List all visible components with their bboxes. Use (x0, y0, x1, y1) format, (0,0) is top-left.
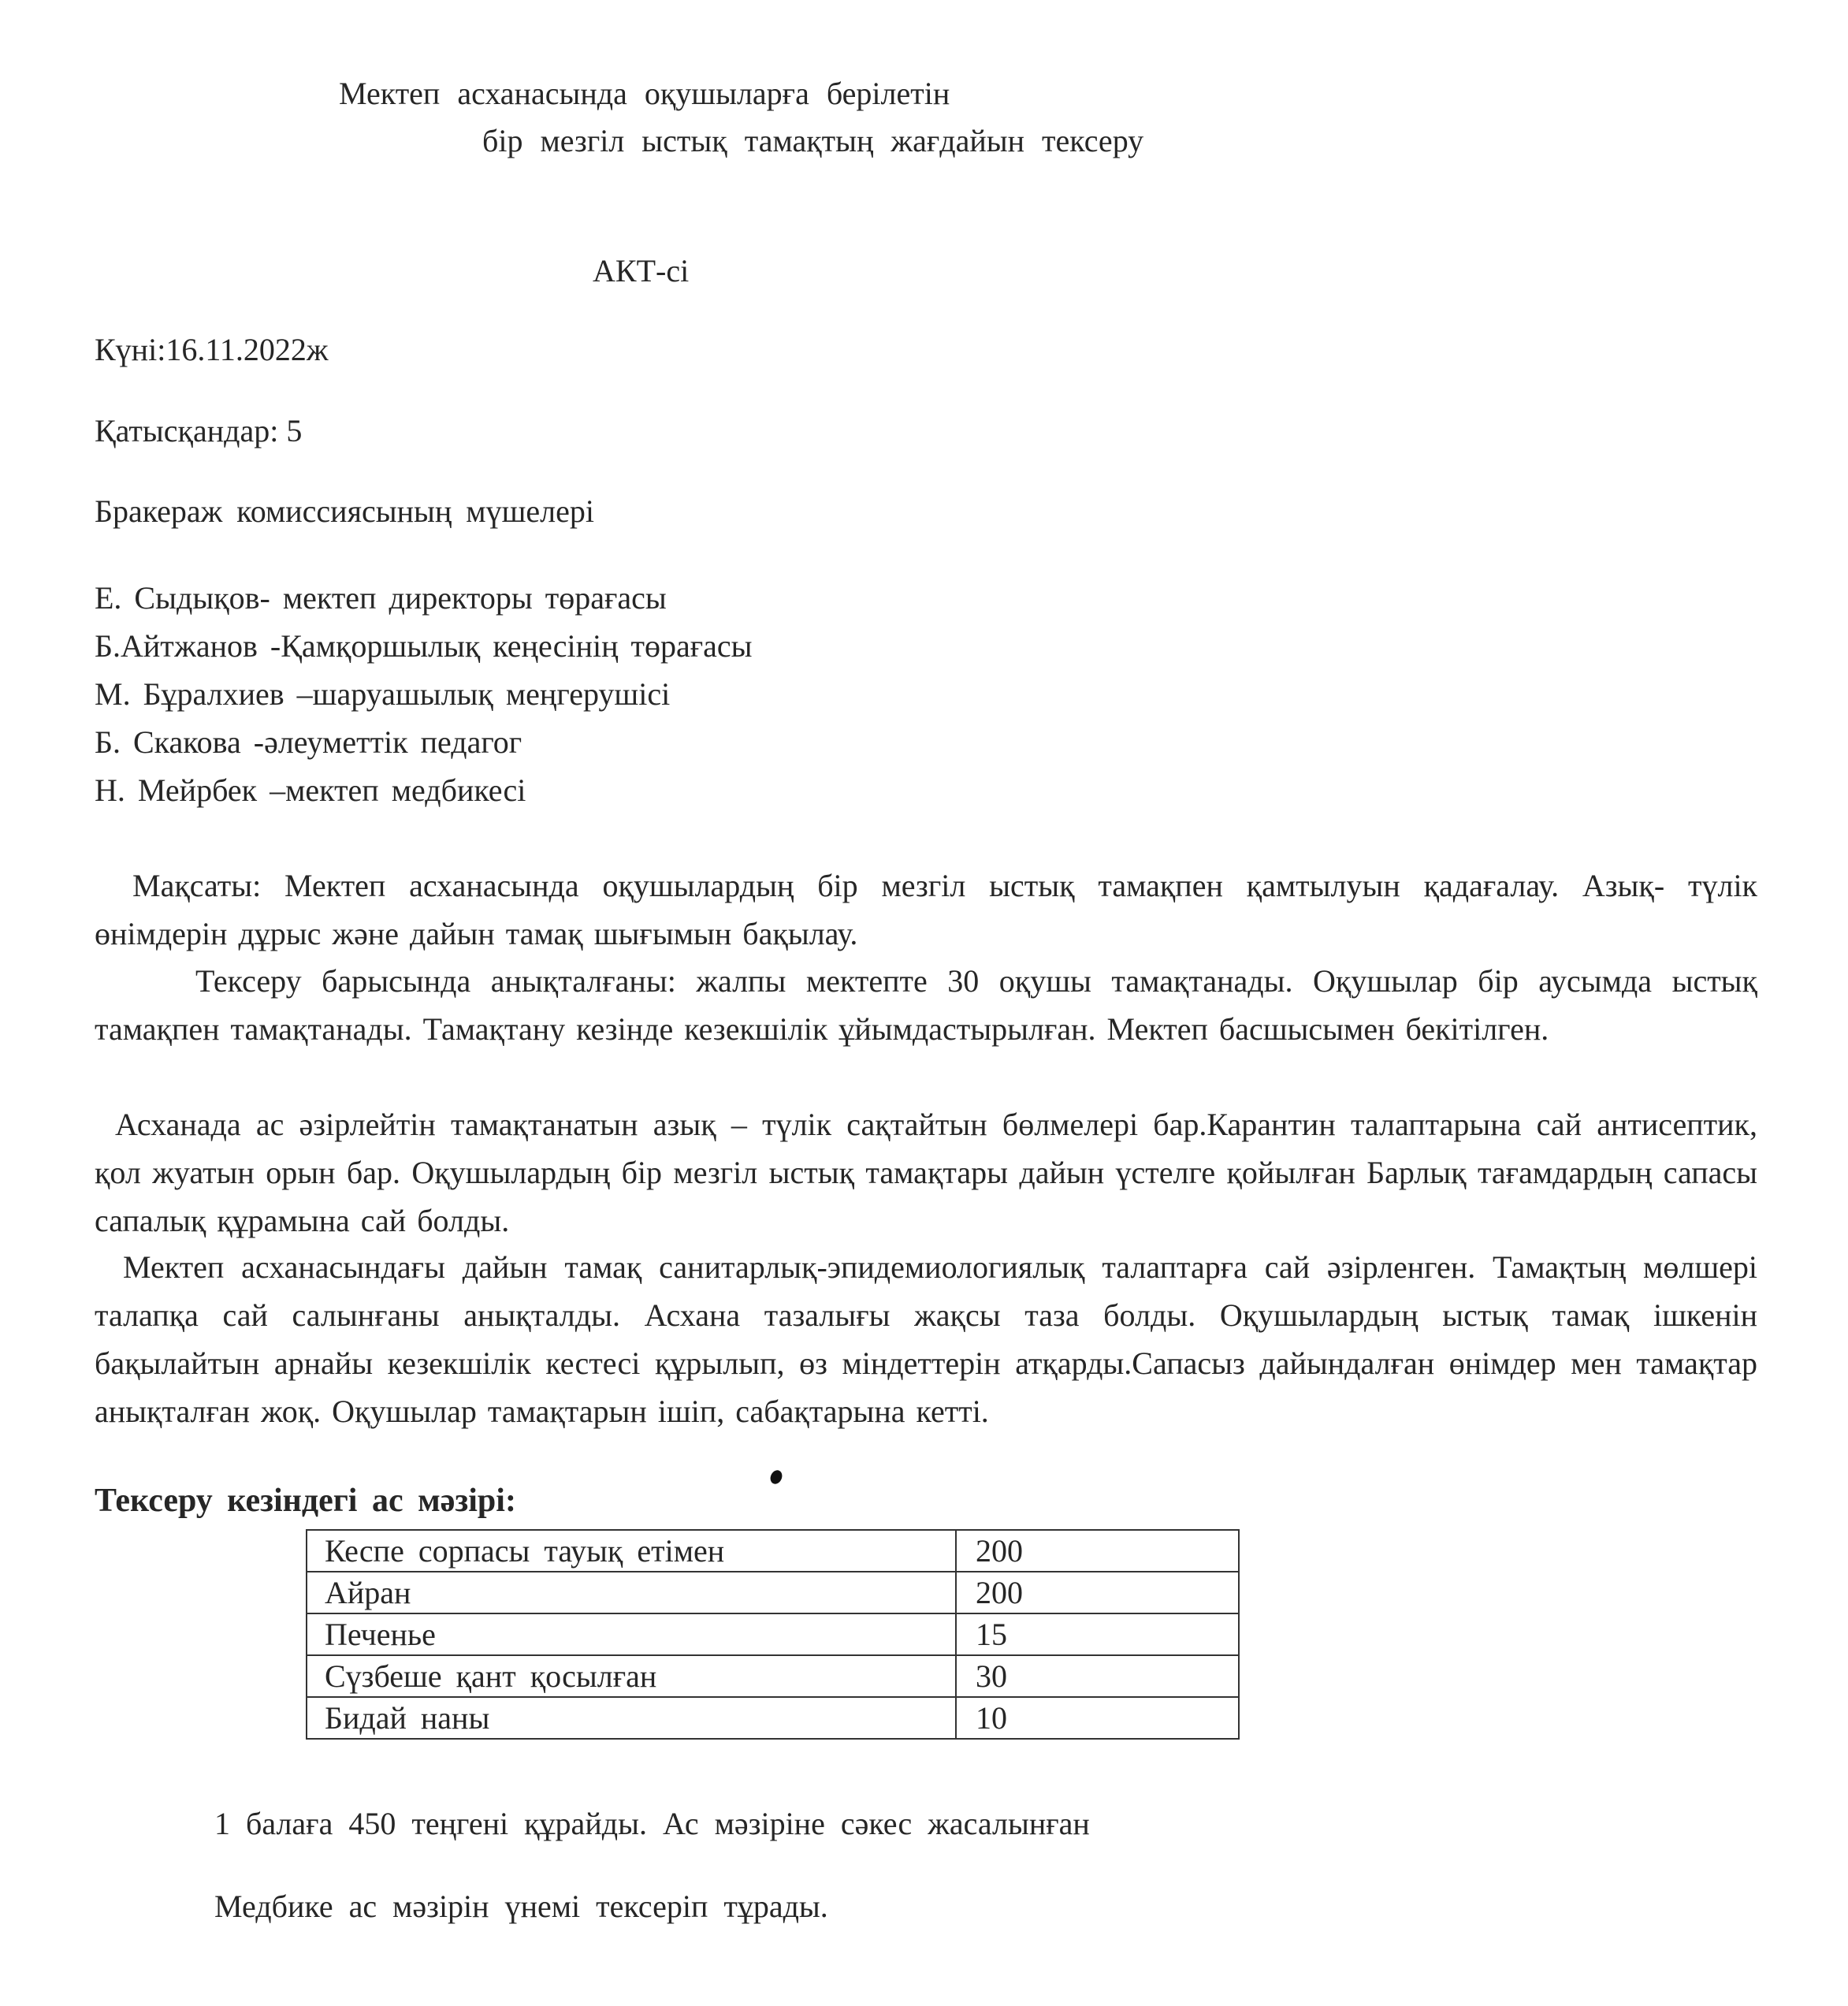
menu-item-name: Печенье (307, 1613, 956, 1655)
document-title-line-2: бір мезгіл ыстық тамақтың жағдайын тексеру (482, 123, 1144, 158)
menu-item-amount: 10 (956, 1697, 1239, 1739)
table-row (307, 1530, 1239, 1572)
menu-item-name: Бидай наны (307, 1697, 956, 1739)
menu-item-amount: 15 (956, 1613, 1239, 1655)
nurse-note: Медбике ас мәзірін үнемі тексеріп тұрады. (214, 1889, 828, 1924)
member-line: Б. Скакова -әлеуметтік педагог (95, 724, 522, 760)
purpose-paragraph: Мақсаты: Мектеп асханасында оқушылардың бір мезгіл ыстық тамақпен қамтылуын қадағалау. Азық- түлік өнімдерін дұрыс және дайын тамақ шығымын бақылау. (95, 868, 1757, 951)
table-row (307, 1572, 1239, 1613)
menu-title: Тексеру кезіндегі ас мәзірі: (95, 1483, 516, 1519)
member-line: Е. Сыдықов- мектеп директоры төрағасы (95, 580, 667, 616)
member-line: Б.Айтжанов -Қамқоршылық кеңесінің төрағасы (95, 628, 753, 664)
findings-paragraph: Тексеру барысында анықталғаны: жалпы мектепте 30 оқушы тамақтанады. Оқушылар бір аусымда ыстық тамақпен тамақтанады. Тамақтану кезінде кезекшілік ұйымдастырылған. Мектеп басшысымен бекітілген. (95, 963, 1757, 1047)
inspection-date: Күні:16.11.2022ж (95, 332, 329, 367)
menu-item-amount: 200 (956, 1530, 1239, 1572)
participants-count: Қатысқандар: 5 (95, 413, 303, 448)
table-row (307, 1655, 1239, 1697)
menu-item-name: Кеспе сорпасы тауық етімен (307, 1530, 956, 1572)
table-row (307, 1613, 1239, 1655)
price-note: 1 балаға 450 теңгені құрайды. Ас мәзіріне сәкес жасалынған (214, 1806, 1090, 1841)
menu-item-name: Айран (307, 1572, 956, 1613)
act-heading: АКТ-сі (593, 253, 690, 288)
member-line: Н. Мейрбек –мектеп медбикесі (95, 772, 526, 808)
conclusion-paragraph: Мектеп асханасындағы дайын тамақ санитарлық-эпидемиологиялық талаптарға сай әзірленген. Тамақтың мөлшері талапқа сай салынғаны анықталды. Асхана тазалығы жақсы таза болды. Оқушылардың ыстық тамақ ішкенін бақылайтын арнайы кезекшілік кестесі құрылып, өз міндеттерін атқарды.Сапасыз дайындалған өнімдер мен тамақтар анықталған жоқ. Оқушылар тамақтарын ішіп, сабақтарына кетті. (95, 1249, 1757, 1429)
member-line: М. Бұралхиев –шаруашылық меңгерушісі (95, 676, 671, 712)
ink-dot (768, 1468, 784, 1486)
menu-table (306, 1529, 1240, 1740)
table-row (307, 1697, 1239, 1739)
facilities-paragraph: Асханада ас әзірлейтін тамақтанатын азық – түлік сақтайтын бөлмелері бар.Карантин талаптарына сай антисептик, қол жуатын орын бар. Оқушылардың бір мезгіл ыстық тамақтары дайын үстелге қойылған Барлық тағамдардың сапасы сапалық құрамына сай болды. (95, 1107, 1757, 1238)
menu-item-name: Сүзбеше қант қосылған (307, 1655, 956, 1697)
menu-item-amount: 200 (956, 1572, 1239, 1613)
commission-heading: Бракераж комиссиясының мүшелері (95, 493, 594, 529)
commission-members-list (95, 574, 753, 814)
document-title-line-1: Мектеп асханасында оқушыларға берілетін (339, 76, 950, 111)
menu-item-amount: 30 (956, 1655, 1239, 1697)
